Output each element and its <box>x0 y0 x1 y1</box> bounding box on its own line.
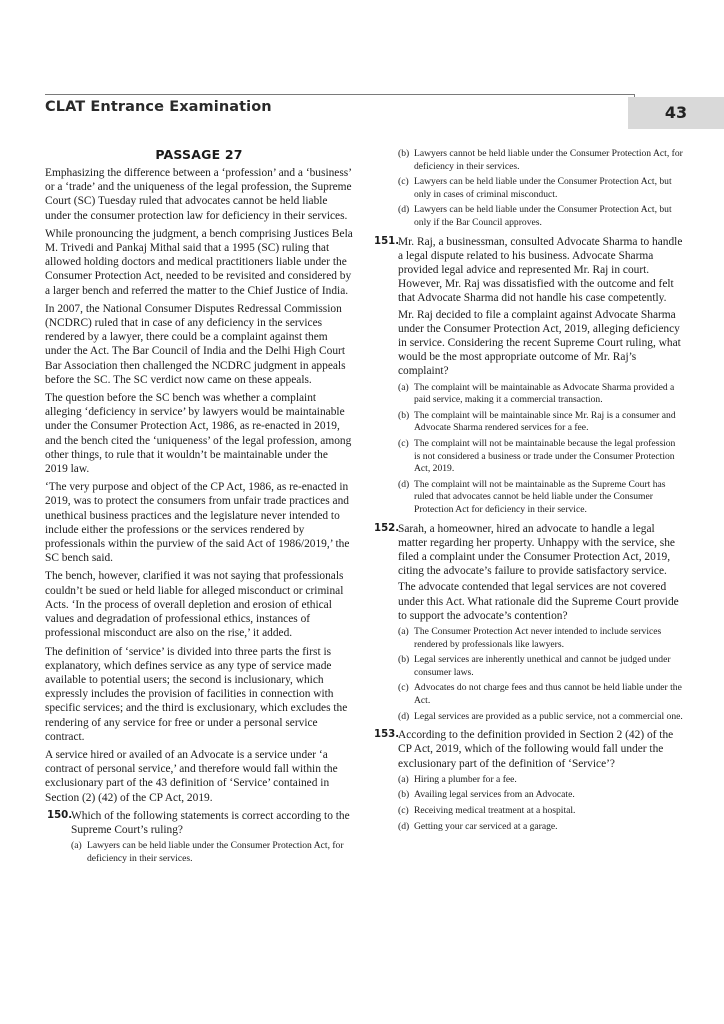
question-number: 151. <box>374 235 400 247</box>
option-b <box>398 410 684 435</box>
option-letter: (d) <box>398 478 410 490</box>
option-a <box>71 840 353 865</box>
passage-paragraph-8: A service hired or availed of an Advocate is a service under ‘a contract of personal service,’ and therefore would fall within the exclusionary part of the 43 definition of ‘Service’ contained in Section (2) (42) of the CP Act, 2019. <box>45 748 338 804</box>
question-text-continued: Mr. Raj decided to file a complaint against Advocate Sharma under the Consumer Protection Act, 2019, alleging deficiency in service. Considering the recent Supreme Court ruling, what would be the most appropriate outcome of Mr. Raj’s complaint? <box>398 308 681 378</box>
option-letter: (a) <box>398 773 409 785</box>
passage-paragraph-5: ‘The very purpose and object of the CP Act, 1986, as re-enacted in 2019, was to protect the consumers from unfair trade practices and unethical business practices and the legislature never intended to include either the professions or the services rendered by professionals within the purview of the said Act of 1986/2019,’ the SC bench said. <box>45 481 350 565</box>
question-number: 150. <box>47 809 73 821</box>
option-c <box>398 176 684 201</box>
option-d <box>398 479 684 517</box>
header-rule <box>45 94 635 95</box>
question-text: Mr. Raj, a businessman, consulted Advocate Sharma to handle a legal dispute related to his business. Advocate Sharma provided legal advice and represented Mr. Raj in court. However, Mr. Raj was dissatisfied with the outcome and felt that Advocate Sharma did not handle his case competently. <box>398 235 683 305</box>
question-150 <box>45 809 353 866</box>
question-text: Sarah, a homeowner, hired an advocate to handle a legal matter regarding her property. Unhappy with the service, she filed a complaint under the Consumer Protection Act, 2019, citing the advocate’s failure to provide satisfactory service. <box>398 522 675 578</box>
passage-paragraph-3: In 2007, the National Consumer Disputes Redressal Commission (NCDRC) ruled that in case of any deficiency in the services rendered by a lawyer, there could be a complaint against them under the Act. The Bar Council of India and the Delhi High Court Bar Association then challenged the NCDRC judgment in appeals before the SC. The SC verdict now came on these appeals. <box>45 302 346 386</box>
question-text-continued: The advocate contended that legal services are not covered under this Act. What rationale did the Supreme Court provide to support the advocate’s contention? <box>398 581 679 622</box>
passage-paragraph-4: The question before the SC bench was whether a complaint alleging ‘deficiency in service’ by lawyers would be maintainable under the Consumer Protection Act, 1986, as re-enacted in 2019, and the bench cited the ‘uniqueness’ of the legal profession, among other things, to rule that it wouldn’t be maintainable under the 2019 law. <box>45 392 352 476</box>
option-letter: (a) <box>398 625 409 637</box>
option-text: Receiving medical treatment at a hospital. <box>414 804 576 816</box>
option-text: Lawyers can be held liable under the Consumer Protection Act, but only if the Bar Council approves. <box>414 204 672 228</box>
option-letter: (b) <box>398 654 410 666</box>
option-letter: (d) <box>398 710 410 722</box>
option-text: The Consumer Protection Act never intended to include services rendered by professionals like lawyers. <box>414 625 662 650</box>
option-letter: (a) <box>398 381 409 393</box>
page-number: 43 <box>664 103 688 122</box>
page-number-box <box>628 97 724 129</box>
option-c <box>398 805 684 818</box>
question-options <box>398 382 684 517</box>
option-text: Hiring a plumber for a fee. <box>414 773 517 785</box>
option-b <box>398 654 684 679</box>
option-letter: (b) <box>398 409 410 421</box>
option-text: Advocates do not charge fees and thus cannot be held liable under the Act. <box>414 682 682 706</box>
question-number: 152. <box>374 522 400 534</box>
option-text: Lawyers cannot be held liable under the Consumer Protection Act, for deficiency in their services. <box>414 148 683 172</box>
option-letter: (c) <box>398 804 409 816</box>
option-letter: (c) <box>398 176 409 188</box>
question-options <box>398 774 684 833</box>
option-a <box>398 626 684 651</box>
option-d <box>398 821 684 834</box>
question-151 <box>374 235 684 517</box>
question-options <box>71 840 353 865</box>
option-a <box>398 382 684 407</box>
question-153 <box>374 728 684 833</box>
question-150-continued-options <box>374 148 684 230</box>
option-text: Lawyers can be held liable under the Consumer Protection Act, for deficiency in their services. <box>87 840 344 864</box>
option-letter: (d) <box>398 820 410 832</box>
option-text: Lawyers can be held liable under the Consumer Protection Act, but only in cases of criminal misconduct. <box>414 176 672 200</box>
option-c <box>398 682 684 707</box>
option-text: The complaint will not be maintainable because the legal profession is not considered a business or trade under the Consumer Protection Act, 2019. <box>414 437 676 475</box>
option-a <box>398 774 684 787</box>
option-letter: (c) <box>398 682 409 694</box>
right-column <box>374 147 684 836</box>
option-text: The complaint will be maintainable as Advocate Sharma provided a paid service, making it a commercial transaction. <box>414 381 675 406</box>
option-b <box>398 789 684 802</box>
passage-paragraph-6: The bench, however, clarified it was not saying that professionals couldn’t be sued or held liable for alleged misconduct or criminal Acts. ‘In the process of overall depletion and erosion of ethical values and degradation of professional ethics, instances of professional misconduct are also on the rise,’ it added. <box>45 570 344 640</box>
option-c <box>398 438 684 476</box>
option-text: The complaint will not be maintainable as the Supreme Court has ruled that advocates cannot be held liable under the Consumer Protection Act for deficiency in their service. <box>414 478 666 515</box>
option-d <box>398 711 684 724</box>
option-text: Getting your car serviced at a garage. <box>414 820 558 832</box>
option-letter: (c) <box>398 437 409 449</box>
option-d <box>398 204 684 229</box>
passage-title: PASSAGE 27 <box>155 147 243 162</box>
option-text: Legal services are inherently unethical and cannot be judged under consumer laws. <box>414 654 671 678</box>
question-text: Which of the following statements is correct according to the Supreme Court’s ruling? <box>71 809 350 836</box>
question-152 <box>374 522 684 724</box>
question-number: 153. <box>374 729 400 741</box>
question-options <box>398 626 684 723</box>
running-header-title: CLAT Entrance Examination <box>45 99 272 115</box>
question-text: According to the definition provided in Section 2 (42) of the CP Act, 2019, which of the following would fall under the exclusionary part of the definition of ‘Service’? <box>398 729 674 770</box>
option-b <box>398 148 684 173</box>
passage-paragraph-1: Emphasizing the difference between a ‘profession’ and a ‘business’ or a ‘trade’ and the uniqueness of the legal profession, the Supreme Court (SC) Tuesday ruled that advocates cannot be held liable under the consumer protection law for deficiency in their services. <box>45 167 352 222</box>
option-letter: (b) <box>398 789 410 801</box>
option-text: The complaint will be maintainable since Mr. Raj is a consumer and Advocate Sharma rendered services for a fee. <box>414 409 676 434</box>
option-letter: (a) <box>71 840 82 852</box>
passage-paragraph-2: While pronouncing the judgment, a bench comprising Justices Bela M. Trivedi and Pankaj Mithal said that a 1995 (SC) ruling that allowed holding doctors and medical practitioners liable under the Consumer Protection Act, needed to be revisited and considered by a larger bench and referred the matter to the Chief Justice of India. <box>45 227 353 297</box>
option-letter: (b) <box>398 148 410 159</box>
option-letter: (d) <box>398 204 410 216</box>
left-column <box>45 147 353 868</box>
option-text: Availing legal services from an Advocate. <box>414 789 575 801</box>
passage-paragraph-7: The definition of ‘service’ is divided into three parts the first is explanatory, which defines service as any type of service made available to potential users; the second is inclusionary, which expressly includes the provision of facilities in connection with specific services; and the third is exclusionary, which excludes the rendering of any service for free or under a personal service contract. <box>45 645 348 743</box>
option-text: Legal services are provided as a public service, not a commercial one. <box>414 710 683 722</box>
